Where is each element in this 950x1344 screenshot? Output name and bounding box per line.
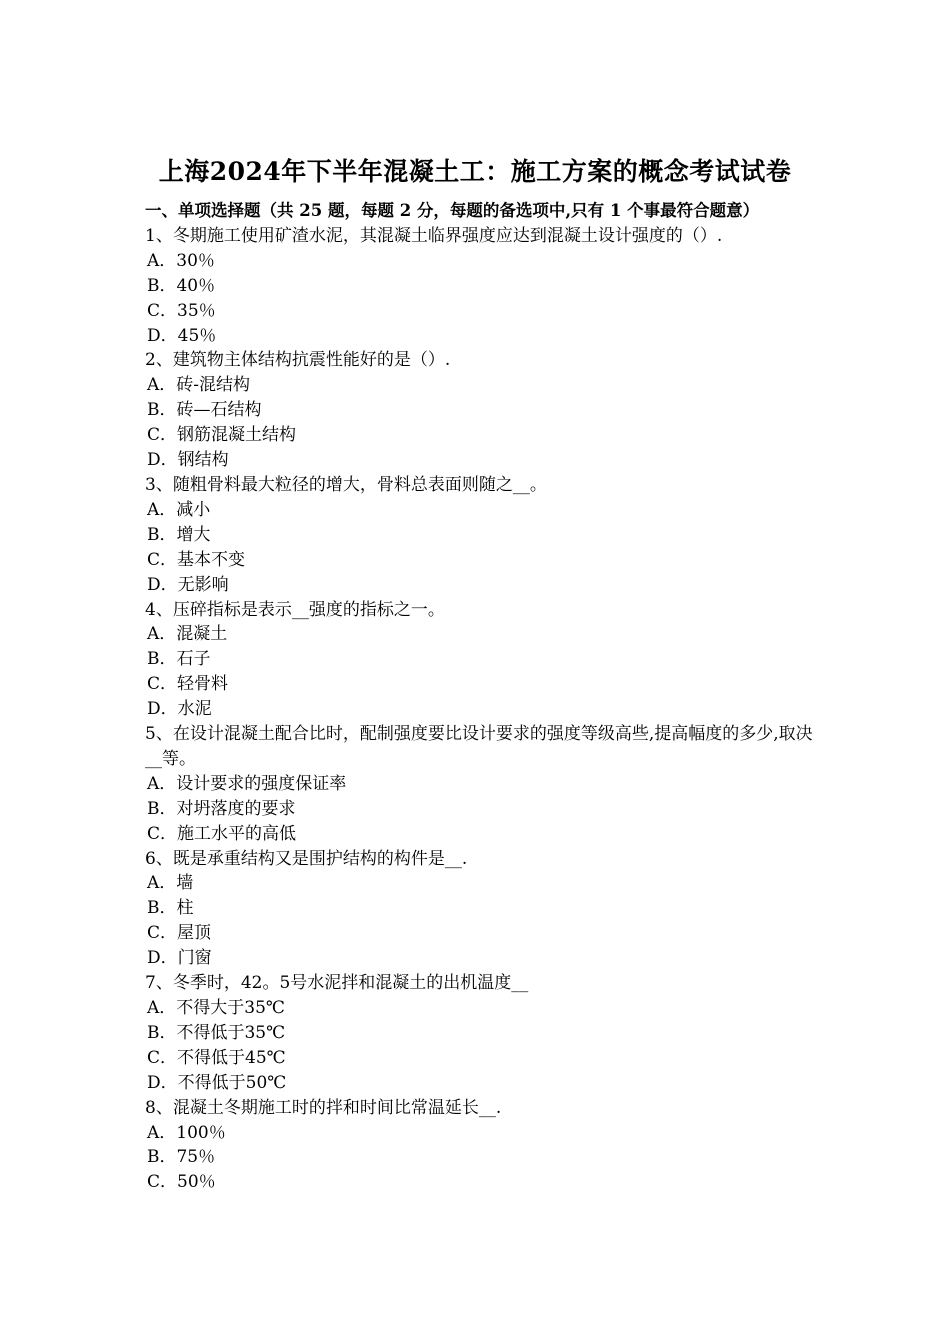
- page-title: 上海2024年下半年混凝土工：施工方案的概念考试试卷: [158, 157, 792, 186]
- answer-option: A．砖-混结构: [147, 375, 251, 396]
- answer-option: C．基本不变: [147, 549, 246, 570]
- answer-option: C．屋顶: [147, 923, 212, 944]
- answer-option: B．40％: [147, 275, 216, 296]
- question-list: [145, 224, 813, 1195]
- answer-option: C．施工水平的高低: [147, 823, 297, 844]
- question-block: [145, 971, 813, 1096]
- answer-option: C．35％: [147, 300, 216, 321]
- question-block: [145, 1096, 813, 1196]
- question-block: [145, 598, 813, 723]
- question-text: 4、压碎指标是表示__强度的指标之一。: [145, 599, 445, 620]
- answer-option: B．增大: [147, 524, 211, 545]
- question-block: [145, 224, 813, 349]
- question-text: 6、既是承重结构又是围护结构的构件是__.: [145, 848, 468, 869]
- answer-option: A．不得大于35℃: [147, 998, 285, 1018]
- question-text: 3、随粗骨料最大粒径的增大，骨料总表面则随之__。: [145, 474, 547, 495]
- answer-option: C．轻骨料: [147, 674, 229, 695]
- answer-option: C．不得低于45℃: [147, 1047, 286, 1068]
- answer-option: A．30％: [147, 250, 215, 271]
- exam-content: [145, 199, 813, 1195]
- answer-option: D．门窗: [147, 948, 212, 969]
- question-text: 7、冬季时，42。5号水泥拌和混凝土的出机温度__: [145, 973, 529, 994]
- question-block: [145, 722, 813, 847]
- answer-option: A．100％: [147, 1122, 226, 1143]
- question-block: [145, 473, 813, 598]
- answer-option: C．50％: [147, 1172, 216, 1193]
- answer-option: B．砖—石结构: [147, 400, 262, 421]
- answer-option: A．设计要求的强度保证率: [147, 773, 347, 794]
- answer-option: D．45％: [147, 325, 217, 346]
- answer-option: C．钢筋混凝土结构: [147, 425, 297, 446]
- section-heading: 一、单项选择题（共 25 题，每题 2 分，每题的备选项中,只有 1 个事最符合题意）: [145, 201, 760, 220]
- answer-option: A．墙: [147, 873, 194, 894]
- answer-option: B．石子: [147, 649, 211, 670]
- answer-option: B．不得低于35℃: [147, 1022, 286, 1043]
- question-block: [145, 348, 813, 473]
- answer-option: D．不得低于50℃: [147, 1072, 287, 1093]
- answer-option: D．无影响: [147, 574, 229, 595]
- question-text: 2、建筑物主体结构抗震性能好的是（）.: [145, 350, 451, 371]
- answer-option: A．混凝土: [147, 624, 228, 645]
- question-block: [145, 847, 813, 972]
- answer-option: A．减小: [147, 499, 211, 520]
- answer-option: D．水泥: [147, 699, 212, 720]
- answer-option: B．75％: [147, 1147, 216, 1168]
- question-text: 1、冬期施工使用矿渣水泥，其混凝土临界强度应达到混凝土设计强度的（）.: [145, 225, 723, 246]
- answer-option: B．柱: [147, 898, 194, 919]
- answer-option: D．钢结构: [147, 450, 229, 471]
- question-text: 5、在设计混凝土配合比时，配制强度要比设计要求的强度等级高些,提高幅度的多少,取决__等。: [145, 724, 813, 769]
- question-text: 8、混凝土冬期施工时的拌和时间比常温延长__.: [145, 1097, 502, 1118]
- answer-option: B．对坍落度的要求: [147, 798, 296, 819]
